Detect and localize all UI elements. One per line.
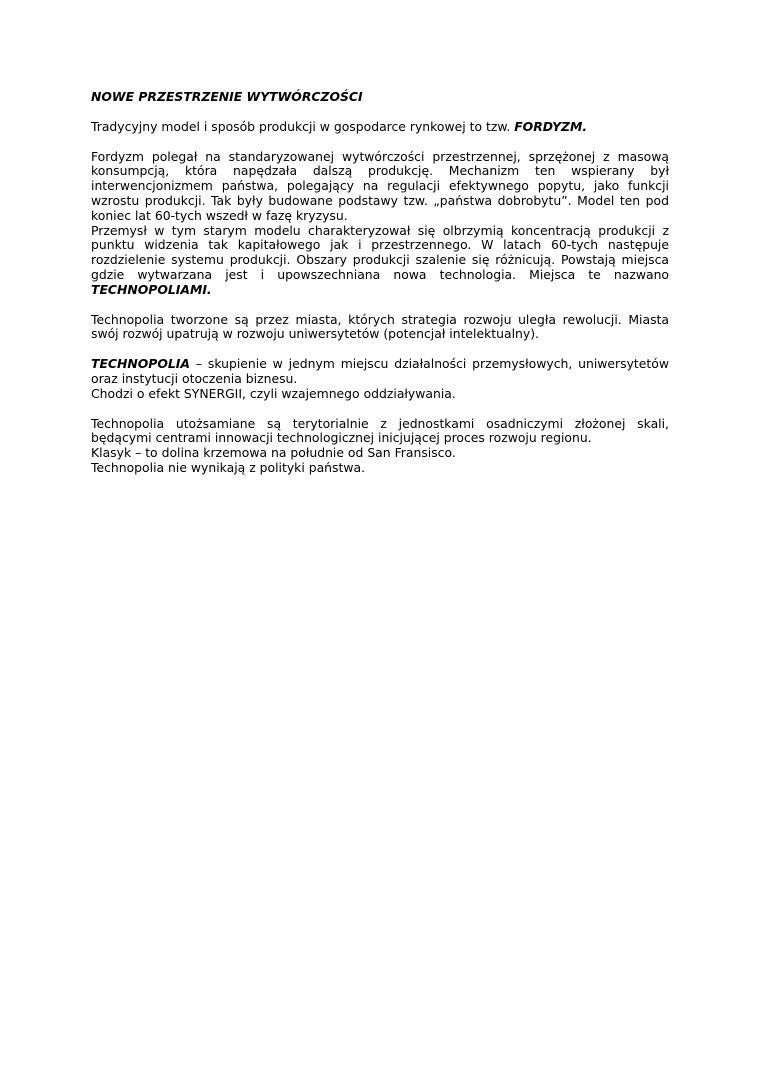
paragraph-text: – skupienie w jednym miejscu działalności przemysłowych, uniwersytetów oraz instytucji otoczenia biznesu. xyxy=(91,356,669,386)
paragraph-spacer xyxy=(91,402,669,417)
paragraph-text: Tradycyjny model i sposób produkcji w gospodarce rynkowej to tzw. xyxy=(91,118,515,134)
paragraph-fordyzm: Fordyzm polegał na standaryzowanej wytwórczości przestrzennej, sprzężonej z masową konsumpcją, która napędzała dalszą produkcję. Mechanizm ten wspierany był interwencjonizmem państwa, polegający na regulacji efektywnego popytu, jako funkcji wzrostu produkcji. Tak były budowane podstawy tzw. „państwa dobrobytu”. Model ten pod koniec lat 60-tych wszedł w fazę kryzysu. xyxy=(91,148,669,223)
paragraph-technopolia-miasta: Technopolia tworzone są przez miasta, których strategia rozwoju uległa rewolucji. Miasta swój rozwój upatrują w rozwoju uniwersytetów (potencjał intelektualny). xyxy=(91,311,669,342)
paragraph-technopolia-terytorium: Technopolia utożsamiane są terytorialnie z jednostkami osadniczymi złożonej skali, będącymi centrami innowacji technologicznej inicjującej proces rozwoju regionu. xyxy=(91,415,669,446)
paragraph-klasyk: Klasyk – to dolina krzemowa na południe od San Fransisco. xyxy=(91,445,456,461)
paragraph-synergia: Chodzi o efekt SYNERGII, czyli wzajemnego oddziaływania. xyxy=(91,385,456,401)
term-technopolia: TECHNOPOLIA xyxy=(91,356,190,372)
term-technopoliami: TECHNOPOLIAMI. xyxy=(91,281,212,297)
paragraph-tradycyjny-model xyxy=(91,120,669,135)
paragraph-technopolia-definicja xyxy=(91,357,669,387)
document-title: NOWE PRZESTRZENIE WYTWÓRCZOŚCI xyxy=(91,89,363,104)
document-body xyxy=(91,90,669,476)
paragraph-polityka: Technopolia nie wynikają z polityki państwa. xyxy=(91,459,366,475)
paragraph-spacer xyxy=(91,342,669,357)
term-fordyzm: FORDYZM. xyxy=(514,118,588,134)
paragraph-spacer xyxy=(91,135,669,150)
paragraph-przemysl xyxy=(91,224,669,298)
paragraph-text: Przemysł w tym starym modelu charakteryzował się olbrzymią koncentracją produkcji z punktu widzenia tak kapitałowego jak i przestrzennego. W latach 60-tych następuje rozdzielenie systemu produkcji. Obszary produkcji szalenie się różnicują. Powstają miejsca gdzie wytwarzana jest i upowszechniana nowa technologia. Miejsca te nazwano xyxy=(91,222,669,282)
paragraph-spacer xyxy=(91,298,669,313)
